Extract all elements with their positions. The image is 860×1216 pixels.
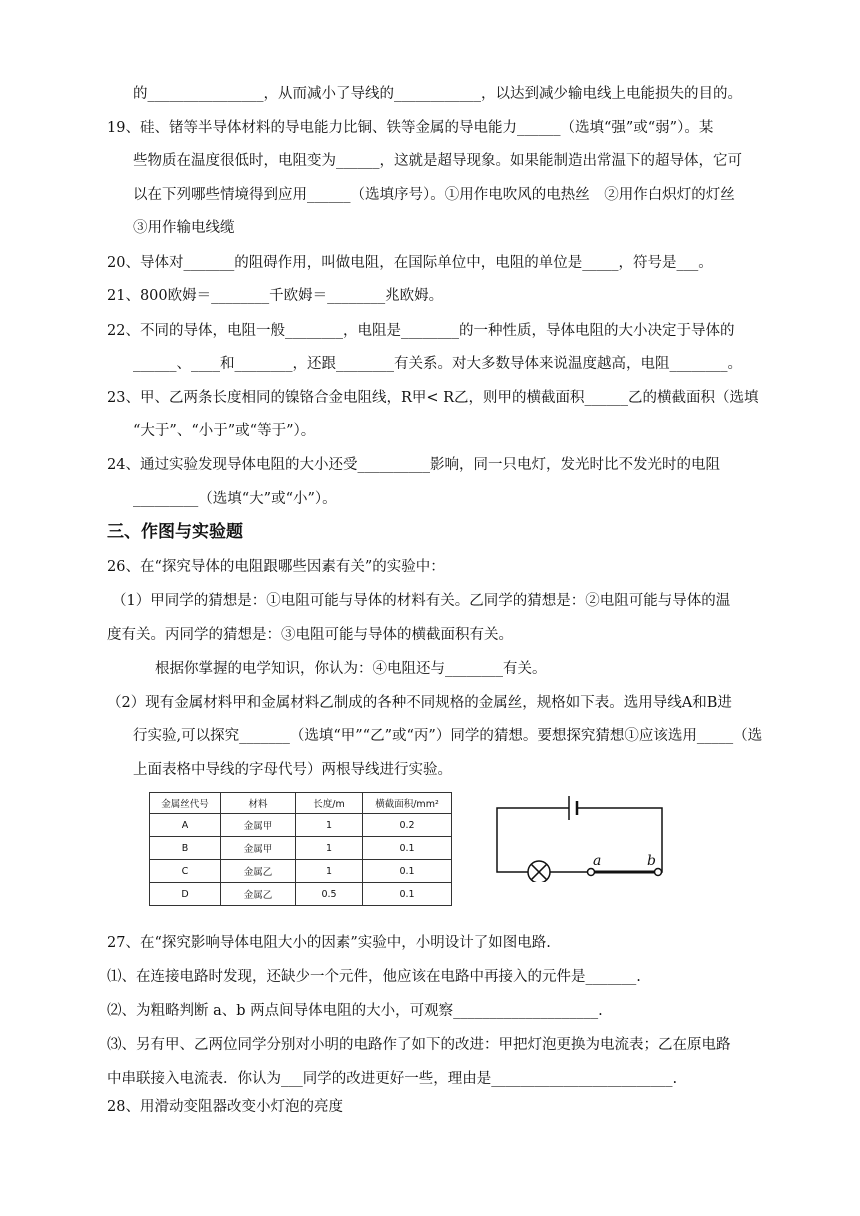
q19-line-1: 19、硅、锗等半导体材料的导电能力比铜、铁等金属的导电能力______（选填“强”或“弱”）。某 — [107, 120, 714, 136]
table-header: 金属丝代号 — [150, 793, 221, 814]
table-cell: 1 — [296, 814, 363, 837]
label-b: b — [647, 853, 656, 869]
table-cell: 0.1 — [363, 837, 452, 860]
table-cell: A — [150, 814, 221, 837]
table-cell: 金属乙 — [221, 860, 296, 883]
label-a: a — [593, 853, 602, 869]
q27-part3-line-2: 中串联接入电流表．你认为___同学的改进更好一些，理由是_________________________. — [107, 1071, 678, 1087]
lamp-icon — [528, 861, 550, 882]
q27-part1: ⑴、在连接电路时发现，还缺少一个元件，他应该在电路中再接入的元件是_______. — [107, 969, 641, 985]
table-row — [150, 860, 452, 883]
table-cell: C — [150, 860, 221, 883]
table-row — [150, 814, 452, 837]
section-heading: 三、作图与实验题 — [107, 522, 243, 542]
table-cell: B — [150, 837, 221, 860]
q22-line-1: 22、不同的导体，电阻一般________，电阻是________的一种性质，导体电阻的大小决定于导体的 — [107, 323, 735, 339]
q26-part1-line-3: 根据你掌握的电学知识，你认为：④电阻还与________有关。 — [155, 661, 547, 677]
q26-part2-line-2: 行实验,可以探究_______（选填“甲”“乙”或“丙”）同学的猜想。要想探究猜想①应该选用_____（选 — [133, 728, 763, 744]
q18-continuation: 的________________，从而减小了导线的____________，以达到减少输电线上电能损失的目的。 — [133, 86, 742, 102]
q20: 20、导体对_______的阻碍作用，叫做电阻，在国际单位中，电阻的单位是_____，符号是___。 — [107, 255, 713, 271]
table-cell: 0.2 — [363, 814, 452, 837]
table-cell: 1 — [296, 837, 363, 860]
q26-part1-line-1: （1）甲同学的猜想是：①电阻可能与导体的材料有关。乙同学的猜想是：②电阻可能与导体的温 — [112, 593, 731, 609]
q24-line-2: _________（选填“大”或“小”）。 — [133, 491, 337, 507]
table-cell: 0.1 — [363, 883, 452, 906]
table-cell: 0.5 — [296, 883, 363, 906]
terminal-a — [588, 869, 595, 876]
table-cell: 金属甲 — [221, 814, 296, 837]
terminal-b — [655, 869, 662, 876]
q19-line-4: ③用作输电线缆 — [133, 220, 235, 236]
q22-line-2: ______、____和________，还跟________有关系。对大多数导体来说温度越高，电阻________。 — [133, 356, 742, 372]
table-row — [150, 883, 452, 906]
q19-line-2: 些物质在温度很低时，电阻变为______，这就是超导现象。如果能制造出常温下的超导体，它可 — [133, 153, 742, 169]
table-header-row — [150, 793, 452, 814]
q27-part2: ⑵、为粗略判断 a、b 两点间导体电阻的大小，可观察____________________. — [107, 1003, 603, 1019]
q26-intro: 26、在“探究导体的电阻跟哪些因素有关”的实验中： — [107, 559, 445, 575]
q27-intro: 27、在“探究影响导体电阻大小的因素”实验中，小明设计了如图电路. — [107, 935, 551, 951]
q26-part2-line-3: 上面表格中导线的字母代号）两根导线进行实验。 — [133, 762, 452, 778]
table-cell: 金属乙 — [221, 883, 296, 906]
circuit-diagram — [493, 792, 668, 882]
table-header: 材料 — [221, 793, 296, 814]
table-row — [150, 837, 452, 860]
table-header: 横截面积/mm² — [363, 793, 452, 814]
table-cell: 金属甲 — [221, 837, 296, 860]
q23-line-1: 23、甲、乙两条长度相同的镍铬合金电阻线，R甲< R乙，则甲的横截面积______乙的横截面积（选填 — [107, 390, 759, 406]
q26-part2-line-1: （2）现有金属材料甲和金属材料乙制成的各种不同规格的金属丝，规格如下表。选用导线A和B进 — [107, 695, 732, 711]
q23-line-2: “大于”、“小于”或“等于”）。 — [133, 423, 316, 439]
q21: 21、800欧姆＝________千欧姆＝________兆欧姆。 — [107, 288, 444, 304]
wire-spec-table — [149, 792, 452, 906]
table-cell: D — [150, 883, 221, 906]
q28: 28、用滑动变阻器改变小灯泡的亮度 — [107, 1099, 343, 1115]
table-cell: 1 — [296, 860, 363, 883]
q19-line-3: 以在下列哪些情境得到应用______（选填序号）。①用作电吹风的电热丝 ②用作白炽灯的灯丝 — [133, 187, 735, 203]
table-header: 长度/m — [296, 793, 363, 814]
q27-part3-line-1: ⑶、另有甲、乙两位同学分别对小明的电路作了如下的改进：甲把灯泡更换为电流表；乙在原电路 — [107, 1037, 731, 1053]
q24-line-1: 24、通过实验发现导体电阻的大小还受__________影响，同一只电灯，发光时比不发光时的电阻 — [107, 457, 720, 473]
q26-part1-line-2: 度有关。丙同学的猜想是：③电阻可能与导体的横截面积有关。 — [107, 627, 513, 643]
table-cell: 0.1 — [363, 860, 452, 883]
